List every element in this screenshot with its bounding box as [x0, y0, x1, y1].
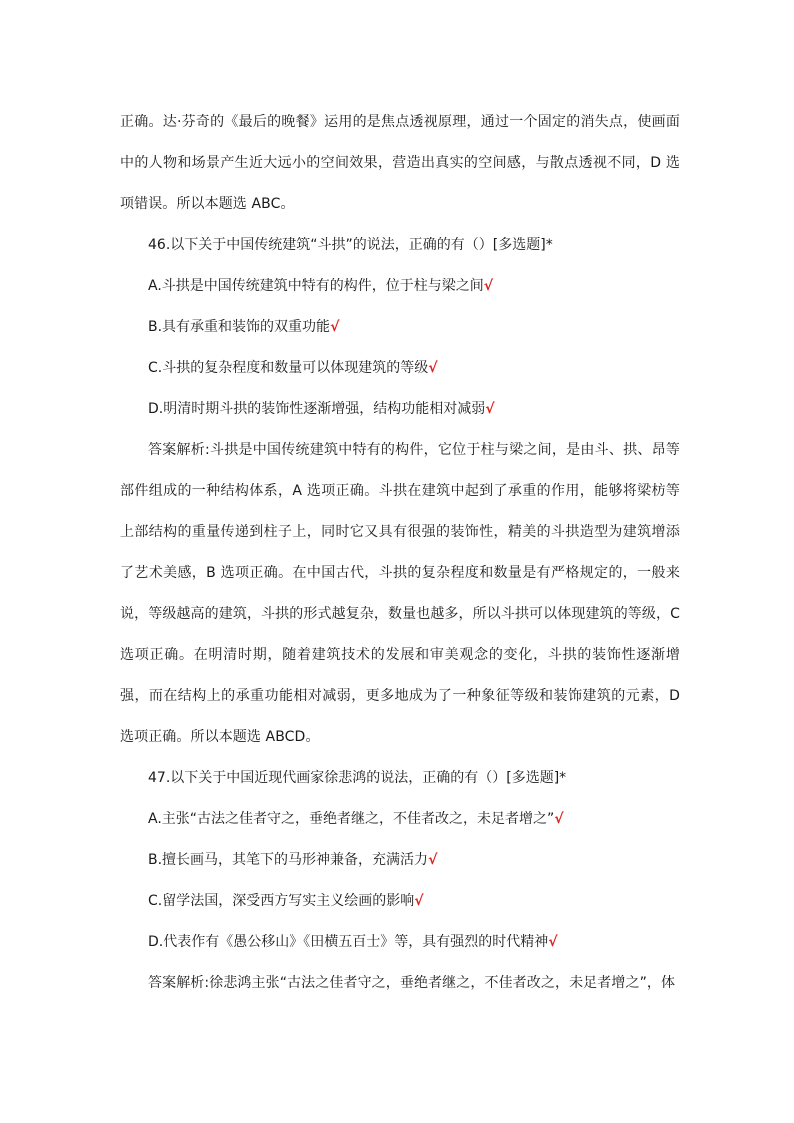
- option-text: A.斗拱是中国传统建筑中特有的构件，位于柱与梁之间: [148, 278, 484, 294]
- question-46-option-c: [120, 348, 680, 389]
- previous-answer-continuation: 正确。达·芬奇的《最后的晚餐》运用的是焦点透视原理，通过一个固定的消失点，使画面中的人物和场景产生近大远小的空间效果，营造出真实的空间感，与散点透视不同，D 选项错误。所以本题选 ABC。: [120, 114, 680, 212]
- question-46-analysis: 答案解析:斗拱是中国传统建筑中特有的构件，它位于柱与梁之间，是由斗、拱、昂等部件组成的一种结构体系，A 选项正确。斗拱在建筑中起到了承重的作用，能够将梁枋等上部结构的重量传递到柱子上，同时它又具有很强的装饰性，精美的斗拱造型为建筑增添了艺术美感，B 选项正确。在中国古代，斗拱的复杂程度和数量是有严格规定的，一般来说，等级越高的建筑，斗拱的形式越复杂，数量也越多，所以斗拱可以体现建筑的等级，C 选项正确。在明清时期，随着建筑技术的发展和审美观念的变化，斗拱的装饰性逐渐增强，而在结构上的承重功能相对减弱，更多地成为了一种象征等级和装饰建筑的元素，D 选项正确。所以本题选 ABCD。: [120, 442, 680, 745]
- question-47-option-b: [120, 840, 680, 881]
- correct-check-icon: √: [428, 852, 438, 868]
- document-body: [120, 102, 680, 1004]
- correct-check-icon: √: [330, 319, 340, 335]
- question-47-analysis: 答案解析:徐悲鸿主张“古法之佳者守之，垂绝者继之，不佳者改之，未足者增之”，体: [148, 975, 676, 991]
- question-46-stem: 46.以下关于中国传统建筑“斗拱”的说法，正确的有（）[多选题]*: [148, 237, 553, 253]
- option-text: C.留学法国，深受西方写实主义绘画的影响: [148, 893, 415, 909]
- question-47-stem: 47.以下关于中国近现代画家徐悲鸿的说法，正确的有（）[多选题]*: [148, 770, 567, 786]
- correct-check-icon: √: [554, 811, 564, 827]
- correct-check-icon: √: [548, 934, 558, 950]
- option-text: B.具有承重和装饰的双重功能: [148, 319, 331, 335]
- question-47-option-d: [120, 922, 680, 963]
- question-46-option-d: [120, 389, 680, 430]
- question-46-option-b: [120, 307, 680, 348]
- option-text: C.斗拱的复杂程度和数量可以体现建筑的等级: [148, 360, 429, 376]
- question-46-option-a: [120, 266, 680, 307]
- question-47-option-a: [120, 799, 680, 840]
- correct-check-icon: √: [428, 360, 438, 376]
- option-text: A.主张“古法之佳者守之，垂绝者继之，不佳者改之，未足者增之”: [148, 811, 555, 827]
- question-47-option-c: [120, 881, 680, 922]
- option-text: D.代表作有《愚公移山》《田横五百士》等，具有强烈的时代精神: [148, 934, 549, 950]
- option-text: D.明清时期斗拱的装饰性逐渐增强，结构功能相对减弱: [148, 401, 486, 417]
- option-text: B.擅长画马，其笔下的马形神兼备，充满活力: [148, 852, 429, 868]
- correct-check-icon: √: [485, 401, 495, 417]
- correct-check-icon: √: [483, 278, 494, 294]
- correct-check-icon: √: [414, 893, 424, 909]
